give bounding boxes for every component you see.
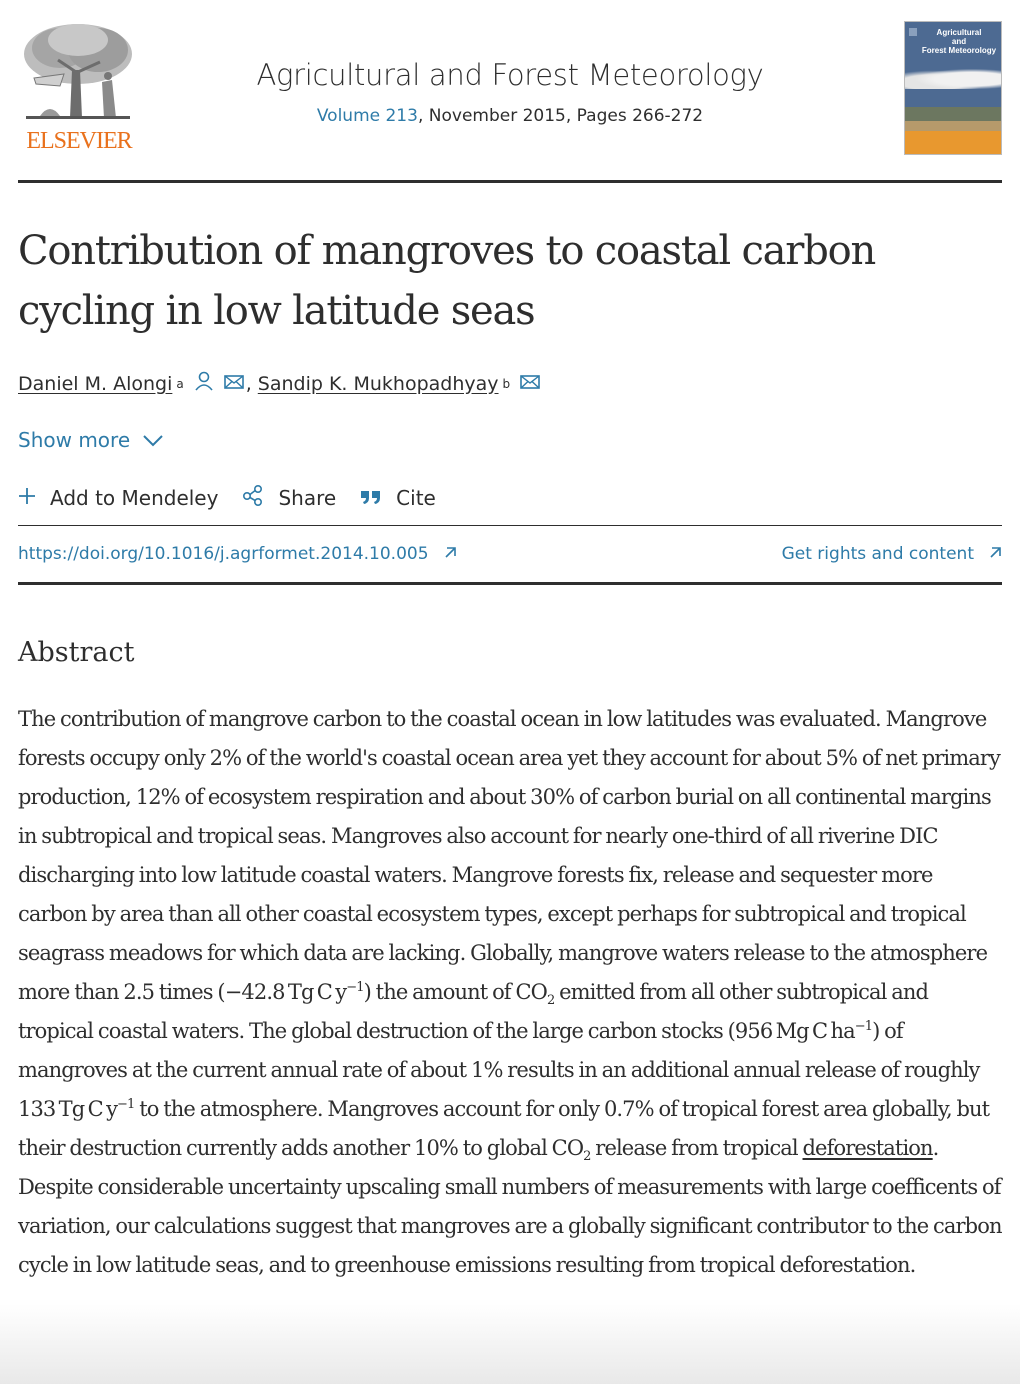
- deforestation-topic-link[interactable]: deforestation: [802, 1136, 933, 1160]
- cover-title-line: Forest Meteorology: [921, 46, 997, 55]
- cover-title-line: Agricultural: [936, 28, 982, 37]
- mendeley-label: Add to Mendeley: [50, 485, 219, 510]
- superscript: −1: [854, 1019, 873, 1034]
- get-rights-link[interactable]: [782, 544, 1002, 564]
- subscript: 2: [583, 1149, 591, 1165]
- journal-info: [18, 58, 1002, 126]
- share-label: Share: [278, 485, 337, 510]
- superscript: −1: [346, 980, 364, 995]
- abstract-segment: ) the amount of CO: [363, 980, 547, 1004]
- subscript: 2: [546, 993, 555, 1009]
- cover-title-line: and: [951, 37, 967, 46]
- cover-band: [905, 131, 1001, 154]
- external-link-icon: [988, 544, 1002, 564]
- doi-link[interactable]: [18, 544, 457, 564]
- superscript: −1: [117, 1097, 135, 1112]
- rights-text: Get rights and content: [781, 544, 974, 564]
- abstract-segment: release from tropical: [590, 1136, 803, 1160]
- abstract-segment: to the atmosphere. Mangroves account for only 0.7% of tropical forest area globally, but their destruction currently adds another 10% to global CO: [18, 1097, 990, 1160]
- author-separator: ,: [245, 372, 252, 395]
- show-more-label: Show more: [18, 428, 131, 452]
- abstract-segment: emitted from all other subtropical and tropical coastal waters. The global destruction of the large carbon stocks (956 Mg C ha: [18, 980, 928, 1043]
- cite-label: Cite: [396, 485, 436, 510]
- quote-icon: [360, 486, 382, 510]
- author-link[interactable]: Daniel M. Alongi: [18, 372, 173, 395]
- affiliation-marker[interactable]: a: [176, 376, 184, 391]
- article-page: [18, 0, 1002, 1306]
- journal-header: [18, 0, 1002, 180]
- issue-info: , November 2015, Pages 266-272: [417, 106, 704, 126]
- cite-button[interactable]: [360, 486, 436, 510]
- article-links-bar: [18, 525, 1002, 585]
- person-icon[interactable]: [194, 371, 214, 396]
- article-actions: [18, 484, 1002, 511]
- abstract-heading: Abstract: [18, 637, 135, 668]
- external-link-icon: [443, 544, 457, 564]
- add-to-mendeley-button[interactable]: [18, 486, 218, 510]
- bottom-fade-overlay: [0, 1304, 1020, 1384]
- cover-field: [905, 121, 1001, 131]
- author-link[interactable]: Sandip K. Mukhopadhyay: [257, 372, 499, 395]
- doi-text: https://doi.org/10.1016/j.agrformet.2014.10.005: [18, 544, 429, 564]
- abstract-segment: . Despite considerable uncertainty upscaling small numbers of measurements with large coefficents of variation, our calculations suggest that mangroves are a globally significant contributor to the carbon cycle in low latitude seas, and to greenhouse emissions resulting from tropical deforestation.: [18, 1136, 1002, 1277]
- affiliation-marker[interactable]: b: [502, 376, 511, 391]
- share-button[interactable]: [242, 484, 336, 511]
- article-title: Contribution of mangroves to coastal carbon cycling in low latitude seas: [18, 228, 876, 334]
- header-divider: [18, 180, 1002, 183]
- journal-issue-meta: [18, 106, 1002, 126]
- elsevier-wordmark: ELSEVIER: [26, 128, 132, 154]
- plus-icon: [18, 486, 36, 510]
- cover-publisher-icon: [909, 28, 917, 36]
- chevron-down-icon: [142, 428, 164, 452]
- cover-cloud: [905, 67, 1001, 89]
- cover-title: [919, 28, 999, 55]
- abstract-segment: ) of mangroves at the current annual rate of about 1% results in an additional annual release of roughly 133 Tg C y: [18, 1019, 980, 1121]
- envelope-icon[interactable]: [520, 373, 540, 395]
- volume-link[interactable]: Volume 213: [316, 106, 418, 126]
- cover-hills: [905, 107, 1001, 121]
- share-icon: [242, 484, 264, 511]
- envelope-icon[interactable]: [224, 373, 244, 395]
- abstract-text: [18, 700, 1002, 1285]
- show-more-button[interactable]: [18, 428, 1002, 452]
- author-list: [18, 371, 1002, 396]
- abstract-segment: The contribution of mangrove carbon to the coastal ocean in low latitudes was evaluated. Mangrove forests occupy only 2% of the world's coastal ocean area yet they account for about 5% of net primary production, 12% of ecosystem respiration and about 30% of carbon burial on all continental margins in subtropical and tropical seas. Mangroves also account for nearly one-third of all riverine DIC discharging into low latitude coastal waters. Mangrove forests fix, release and sequester more carbon by area than all other coastal ecosystem types, except perhaps for subtropical and tropical seagrass meadows for which data are lacking. Globally, mangrove waters release to the atmosphere more than 2.5 times (−42.8 Tg C y: [18, 707, 1000, 1004]
- journal-title[interactable]: Agricultural and Forest Meteorology: [256, 58, 764, 92]
- journal-cover-image[interactable]: [904, 21, 1002, 155]
